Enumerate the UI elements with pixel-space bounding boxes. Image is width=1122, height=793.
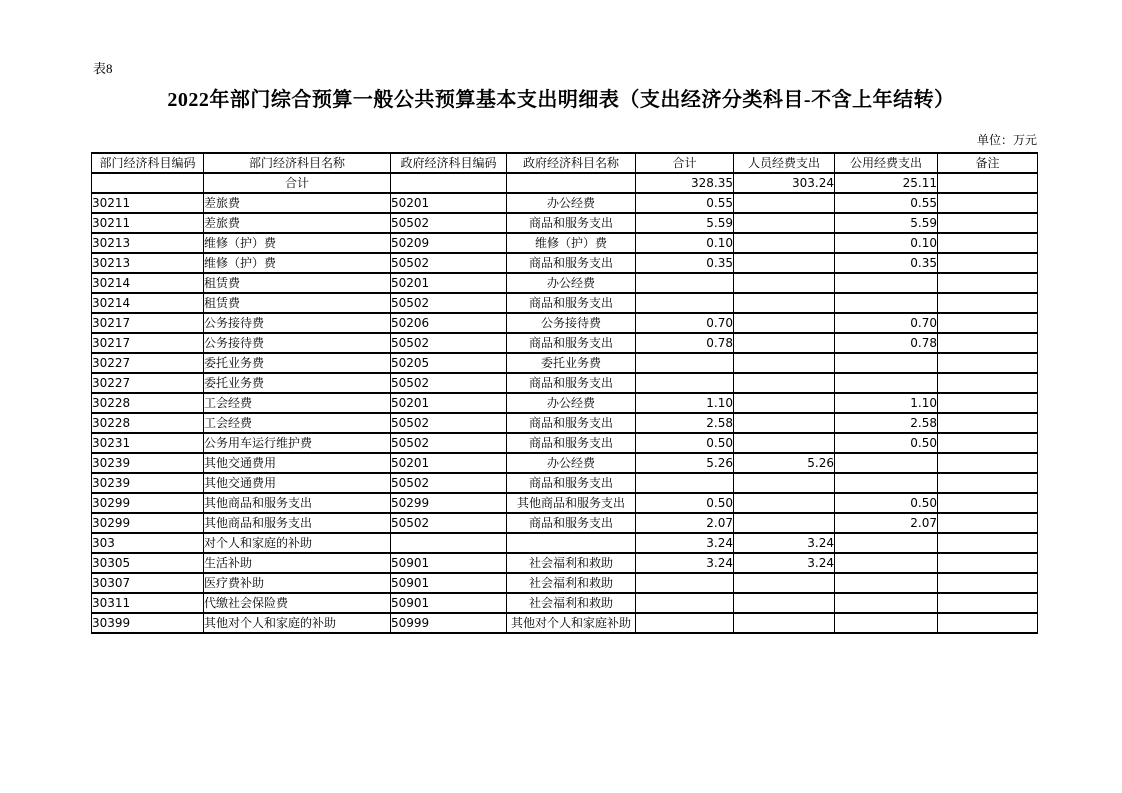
- remark-cell: [938, 613, 1038, 633]
- remark-cell: [938, 493, 1038, 513]
- dept-code-cell: 30239: [92, 473, 204, 493]
- remark-cell: [938, 473, 1038, 493]
- remark-cell: [938, 393, 1038, 413]
- table-row: [92, 273, 1038, 293]
- dept-code-cell: 30299: [92, 513, 204, 533]
- dept-name-cell: 公务接待费: [204, 333, 391, 353]
- table-row: [92, 173, 1038, 193]
- table-row: [92, 433, 1038, 453]
- public-expense-cell: [835, 593, 938, 613]
- gov-name-cell: 办公经费: [507, 193, 636, 213]
- personnel-expense-cell: [734, 473, 835, 493]
- header-row: [92, 153, 1038, 173]
- dept-name-cell: 工会经费: [204, 393, 391, 413]
- gov-code-cell: 50201: [391, 273, 507, 293]
- dept-name-cell: 其他交通费用: [204, 473, 391, 493]
- remark-cell: [938, 373, 1038, 393]
- gov-name-cell: [507, 173, 636, 193]
- personnel-expense-cell: [734, 593, 835, 613]
- remark-cell: [938, 333, 1038, 353]
- table-row: [92, 193, 1038, 213]
- total-cell: 328.35: [636, 173, 734, 193]
- dept-code-cell: 30213: [92, 233, 204, 253]
- gov-code-cell: 50502: [391, 213, 507, 233]
- table-body: [92, 173, 1038, 633]
- total-cell: [636, 473, 734, 493]
- remark-cell: [938, 413, 1038, 433]
- dept-name-cell: 委托业务费: [204, 353, 391, 373]
- table-row: [92, 573, 1038, 593]
- gov-code-cell: 50206: [391, 313, 507, 333]
- remark-cell: [938, 193, 1038, 213]
- public-expense-cell: 0.35: [835, 253, 938, 273]
- personnel-expense-cell: [734, 493, 835, 513]
- gov-code-cell: 50502: [391, 413, 507, 433]
- table-number-label: 表8: [93, 61, 113, 76]
- total-cell: 0.55: [636, 193, 734, 213]
- total-cell: [636, 353, 734, 373]
- gov-code-cell: 50502: [391, 433, 507, 453]
- gov-name-cell: 其他对个人和家庭补助: [507, 613, 636, 633]
- remark-cell: [938, 293, 1038, 313]
- personnel-expense-cell: 5.26: [734, 453, 835, 473]
- dept-name-cell: 合计: [204, 173, 391, 193]
- public-expense-cell: [835, 293, 938, 313]
- gov-code-cell: 50502: [391, 513, 507, 533]
- public-expense-cell: 0.55: [835, 193, 938, 213]
- gov-code-cell: [391, 173, 507, 193]
- remark-cell: [938, 213, 1038, 233]
- personnel-expense-cell: [734, 293, 835, 313]
- public-expense-cell: 0.10: [835, 233, 938, 253]
- table-row: [92, 473, 1038, 493]
- table-header: [92, 153, 1038, 173]
- dept-name-cell: 生活补助: [204, 553, 391, 573]
- public-expense-cell: 0.50: [835, 493, 938, 513]
- personnel-expense-cell: [734, 433, 835, 453]
- dept-code-cell: [92, 173, 204, 193]
- total-cell: 3.24: [636, 533, 734, 553]
- personnel-expense-cell: 303.24: [734, 173, 835, 193]
- remark-cell: [938, 173, 1038, 193]
- dept-code-cell: 303: [92, 533, 204, 553]
- total-cell: 0.50: [636, 433, 734, 453]
- dept-code-cell: 30311: [92, 593, 204, 613]
- dept-name-cell: 维修（护）费: [204, 233, 391, 253]
- gov-name-cell: 其他商品和服务支出: [507, 493, 636, 513]
- total-cell: 0.50: [636, 493, 734, 513]
- page-title: 2022年部门综合预算一般公共预算基本支出明细表（支出经济分类科目-不含上年结转）: [167, 89, 955, 111]
- public-expense-cell: 5.59: [835, 213, 938, 233]
- table-row: [92, 393, 1038, 413]
- dept-name-cell: 代缴社会保险费: [204, 593, 391, 613]
- gov-code-cell: 50999: [391, 613, 507, 633]
- table-row: [92, 293, 1038, 313]
- remark-cell: [938, 533, 1038, 553]
- personnel-expense-cell: [734, 193, 835, 213]
- personnel-expense-cell: [734, 573, 835, 593]
- gov-name-cell: 委托业务费: [507, 353, 636, 373]
- remark-cell: [938, 593, 1038, 613]
- remark-cell: [938, 553, 1038, 573]
- total-cell: 0.70: [636, 313, 734, 333]
- dept-name-cell: 委托业务费: [204, 373, 391, 393]
- dept-name-cell: 其他对个人和家庭的补助: [204, 613, 391, 633]
- dept-name-cell: 租赁费: [204, 293, 391, 313]
- gov-name-cell: 社会福利和救助: [507, 573, 636, 593]
- dept-code-cell: 30214: [92, 293, 204, 313]
- table-row: [92, 593, 1038, 613]
- table-row: [92, 233, 1038, 253]
- personnel-expense-cell: [734, 373, 835, 393]
- personnel-expense-cell: [734, 393, 835, 413]
- dept-name-cell: 租赁费: [204, 273, 391, 293]
- gov-name-cell: 商品和服务支出: [507, 293, 636, 313]
- total-cell: [636, 573, 734, 593]
- remark-cell: [938, 453, 1038, 473]
- public-expense-cell: [835, 573, 938, 593]
- table-row: [92, 613, 1038, 633]
- public-expense-cell: 25.11: [835, 173, 938, 193]
- column-header-gov_name: 政府经济科目名称: [507, 153, 636, 173]
- total-cell: [636, 273, 734, 293]
- remark-cell: [938, 273, 1038, 293]
- dept-code-cell: 30227: [92, 373, 204, 393]
- dept-code-cell: 30211: [92, 193, 204, 213]
- gov-name-cell: 社会福利和救助: [507, 553, 636, 573]
- gov-name-cell: 商品和服务支出: [507, 373, 636, 393]
- dept-name-cell: 维修（护）费: [204, 253, 391, 273]
- public-expense-cell: [835, 473, 938, 493]
- personnel-expense-cell: 3.24: [734, 553, 835, 573]
- dept-name-cell: 公务用车运行维护费: [204, 433, 391, 453]
- dept-name-cell: 差旅费: [204, 193, 391, 213]
- dept-code-cell: 30228: [92, 413, 204, 433]
- dept-code-cell: 30299: [92, 493, 204, 513]
- gov-code-cell: 50209: [391, 233, 507, 253]
- gov-name-cell: 办公经费: [507, 273, 636, 293]
- table-row: [92, 533, 1038, 553]
- dept-code-cell: 30305: [92, 553, 204, 573]
- gov-code-cell: 50201: [391, 393, 507, 413]
- dept-code-cell: 30231: [92, 433, 204, 453]
- total-cell: 2.58: [636, 413, 734, 433]
- total-cell: [636, 593, 734, 613]
- dept-code-cell: 30217: [92, 333, 204, 353]
- table-row: [92, 213, 1038, 233]
- remark-cell: [938, 313, 1038, 333]
- column-header-personnel: 人员经费支出: [734, 153, 835, 173]
- dept-name-cell: 对个人和家庭的补助: [204, 533, 391, 553]
- public-expense-cell: [835, 273, 938, 293]
- public-expense-cell: 0.78: [835, 333, 938, 353]
- remark-cell: [938, 433, 1038, 453]
- remark-cell: [938, 233, 1038, 253]
- dept-code-cell: 30399: [92, 613, 204, 633]
- dept-name-cell: 差旅费: [204, 213, 391, 233]
- personnel-expense-cell: [734, 513, 835, 533]
- column-header-dept_code: 部门经济科目编码: [92, 153, 204, 173]
- personnel-expense-cell: [734, 353, 835, 373]
- public-expense-cell: 0.70: [835, 313, 938, 333]
- column-header-public: 公用经费支出: [835, 153, 938, 173]
- total-cell: 0.35: [636, 253, 734, 273]
- gov-code-cell: 50901: [391, 573, 507, 593]
- gov-code-cell: 50201: [391, 453, 507, 473]
- table-row: [92, 373, 1038, 393]
- personnel-expense-cell: [734, 333, 835, 353]
- table-row: [92, 313, 1038, 333]
- public-expense-cell: [835, 553, 938, 573]
- column-header-total: 合计: [636, 153, 734, 173]
- table-row: [92, 353, 1038, 373]
- unit-note: 单位：万元: [976, 133, 1037, 147]
- gov-name-cell: [507, 533, 636, 553]
- dept-code-cell: 30217: [92, 313, 204, 333]
- dept-code-cell: 30307: [92, 573, 204, 593]
- dept-code-cell: 30227: [92, 353, 204, 373]
- dept-name-cell: 其他交通费用: [204, 453, 391, 473]
- gov-name-cell: 公务接待费: [507, 313, 636, 333]
- dept-code-cell: 30211: [92, 213, 204, 233]
- personnel-expense-cell: [734, 233, 835, 253]
- gov-name-cell: 办公经费: [507, 453, 636, 473]
- dept-code-cell: 30228: [92, 393, 204, 413]
- personnel-expense-cell: [734, 613, 835, 633]
- dept-code-cell: 30239: [92, 453, 204, 473]
- dept-name-cell: 医疗费补助: [204, 573, 391, 593]
- dept-name-cell: 工会经费: [204, 413, 391, 433]
- personnel-expense-cell: [734, 213, 835, 233]
- dept-name-cell: 公务接待费: [204, 313, 391, 333]
- public-expense-cell: [835, 533, 938, 553]
- gov-name-cell: 商品和服务支出: [507, 473, 636, 493]
- public-expense-cell: [835, 353, 938, 373]
- table-row: [92, 453, 1038, 473]
- table-row: [92, 553, 1038, 573]
- gov-name-cell: 商品和服务支出: [507, 213, 636, 233]
- remark-cell: [938, 573, 1038, 593]
- total-cell: [636, 293, 734, 313]
- total-cell: 0.10: [636, 233, 734, 253]
- gov-code-cell: 50901: [391, 593, 507, 613]
- gov-name-cell: 商品和服务支出: [507, 253, 636, 273]
- total-cell: 0.78: [636, 333, 734, 353]
- gov-name-cell: 办公经费: [507, 393, 636, 413]
- total-cell: 2.07: [636, 513, 734, 533]
- gov-code-cell: 50502: [391, 473, 507, 493]
- gov-code-cell: 50502: [391, 293, 507, 313]
- public-expense-cell: 2.58: [835, 413, 938, 433]
- column-header-dept_name: 部门经济科目名称: [204, 153, 391, 173]
- remark-cell: [938, 253, 1038, 273]
- remark-cell: [938, 353, 1038, 373]
- dept-name-cell: 其他商品和服务支出: [204, 513, 391, 533]
- gov-code-cell: 50502: [391, 253, 507, 273]
- gov-code-cell: 50502: [391, 333, 507, 353]
- gov-code-cell: 50502: [391, 373, 507, 393]
- budget-table: [91, 152, 1038, 634]
- total-cell: 3.24: [636, 553, 734, 573]
- gov-code-cell: 50201: [391, 193, 507, 213]
- table-row: [92, 413, 1038, 433]
- public-expense-cell: [835, 613, 938, 633]
- gov-name-cell: 商品和服务支出: [507, 413, 636, 433]
- total-cell: [636, 373, 734, 393]
- gov-code-cell: 50299: [391, 493, 507, 513]
- total-cell: 1.10: [636, 393, 734, 413]
- gov-name-cell: 商品和服务支出: [507, 333, 636, 353]
- table-row: [92, 513, 1038, 533]
- personnel-expense-cell: [734, 253, 835, 273]
- total-cell: [636, 613, 734, 633]
- personnel-expense-cell: [734, 413, 835, 433]
- dept-name-cell: 其他商品和服务支出: [204, 493, 391, 513]
- personnel-expense-cell: [734, 313, 835, 333]
- total-cell: 5.59: [636, 213, 734, 233]
- public-expense-cell: 0.50: [835, 433, 938, 453]
- public-expense-cell: 1.10: [835, 393, 938, 413]
- table-row: [92, 253, 1038, 273]
- gov-code-cell: 50205: [391, 353, 507, 373]
- table-row: [92, 493, 1038, 513]
- table-row: [92, 333, 1038, 353]
- gov-name-cell: 商品和服务支出: [507, 433, 636, 453]
- personnel-expense-cell: 3.24: [734, 533, 835, 553]
- gov-name-cell: 维修（护）费: [507, 233, 636, 253]
- remark-cell: [938, 513, 1038, 533]
- public-expense-cell: [835, 453, 938, 473]
- total-cell: 5.26: [636, 453, 734, 473]
- personnel-expense-cell: [734, 273, 835, 293]
- column-header-remark: 备注: [938, 153, 1038, 173]
- gov-name-cell: 社会福利和救助: [507, 593, 636, 613]
- public-expense-cell: [835, 373, 938, 393]
- gov-name-cell: 商品和服务支出: [507, 513, 636, 533]
- column-header-gov_code: 政府经济科目编码: [391, 153, 507, 173]
- dept-code-cell: 30214: [92, 273, 204, 293]
- gov-code-cell: 50901: [391, 553, 507, 573]
- dept-code-cell: 30213: [92, 253, 204, 273]
- public-expense-cell: 2.07: [835, 513, 938, 533]
- gov-code-cell: [391, 533, 507, 553]
